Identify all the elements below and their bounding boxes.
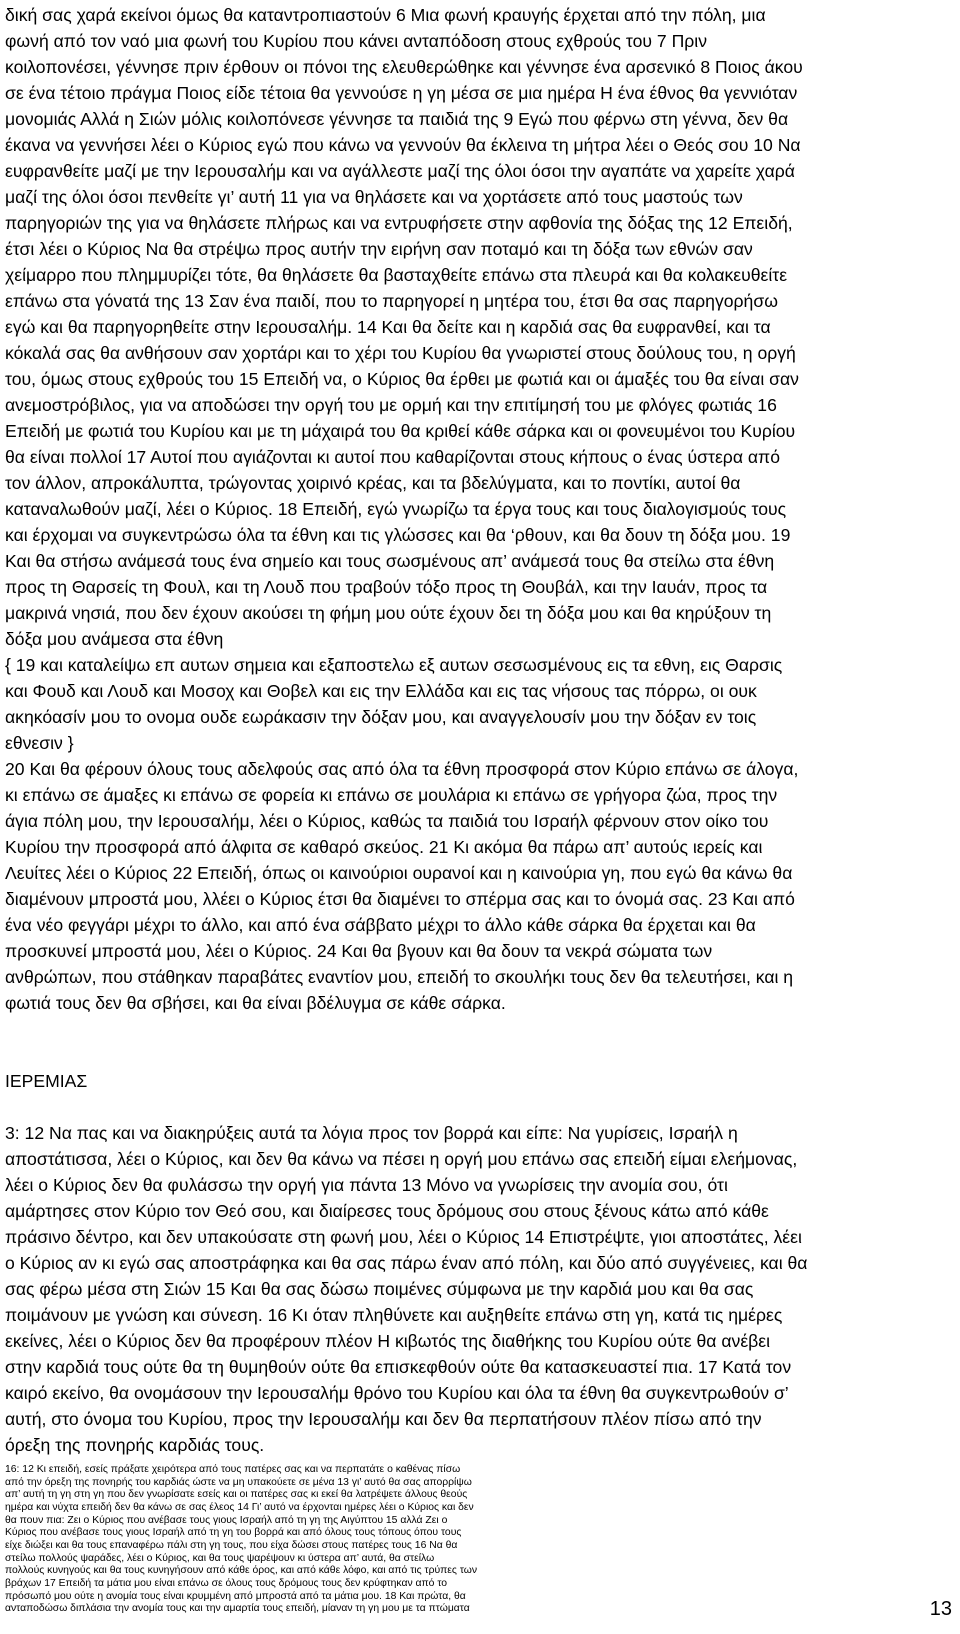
page-number: 13	[929, 1598, 952, 1620]
text-line: εθνεσιν }	[5, 733, 74, 753]
text-line: πρόσωπό μου ούτε η ανομία τους είναι κρυμμένη από μπροστά από τα μάτια μου. 18 Και πρώτα, θα	[5, 1590, 466, 1602]
text-line: διαμένουν μπροστά μου, λλέει ο Κύριος έτσι θα διαμένει το σπέρμα σας και το όνομά σας. 23 Και από	[5, 889, 795, 909]
text-line: δόξα μου ανάμεσα στα έθνη	[5, 629, 224, 649]
text-line: ποιμάνουν με γνώση και σύνεση. 16 Κι όταν πληθύνετε και αυξηθείτε επάνω στη γη, κατά τις ημέρες	[5, 1305, 783, 1325]
text-line: προς τη Θαρσείς τη Φουλ, και τη Λουδ που τραβούν τόξο προς τη Θουβάλ, και την Ιαυάν, προς τα	[5, 577, 768, 597]
text-line: 16: 12 Κι επειδή, εσείς πράξατε χειρότερα από τους πατέρες σας και να περπατάτε ο καθένας πίσω	[5, 1464, 461, 1475]
text-line: εκείνες, λέει ο Κύριος δεν θα προφέρουν πλέον Η κιβωτός της διαθήκης του Κυρίου ούτε θα ανέβει	[5, 1331, 771, 1351]
text-line: μονομιάς Αλλά η Σιών μόλις κοιλοπόνεσε γέννησε τα παιδιά της 9 Εγώ που φέρνω στη γέννα, δεν θα	[5, 109, 789, 129]
text-line: Λευίτες λέει ο Κύριος 22 Επειδή, όπως οι καινούριοι ουρανοί και η καινούρια γη, που εγώ θα κάνω θα	[5, 863, 793, 883]
text-line: κοιλοπονέσει, γέννησε πριν έρθουν οι πόνοι της ελευθερώθηκε και γέννησε ένα αρσενικό 8 Ποιος άκου	[5, 57, 803, 77]
text-line: άγια πόλη μου, την Ιερουσαλήμ, λέει ο Κύριος, καθώς τα παιδιά του Ισραήλ φέρνουν στον οίκο του	[5, 811, 769, 831]
text-line: 3: 12 Να πας και να διακηρύξεις αυτά τα λόγια προς τον βορρά και είπε: Να γυρίσεις, Ισραήλ η	[5, 1123, 738, 1143]
text-line: ημέρα και νύχτα επειδή δεν θα κάνω σε σας έλεος 14 Γι’ αυτό να έρχονται ημέρες λέει ο Κύριος και δεν	[5, 1502, 474, 1513]
text-line: φωνή από τον ναό μια φωνή του Κυρίου που κάνει ανταπόδοση στους εχθρούς του 7 Πριν	[5, 31, 708, 51]
text-line: μακρινά νησιά, που δεν έχουν ακούσει τη φήμη μου ούτε έχουν δει τη δόξα μου και θα κηρύξουν τη	[5, 603, 772, 623]
text-line: βράχων 17 Επειδή τα μάτια μου είναι επάνω σε όλους τους δρόμους τους δεν κρύφτηκαν από το	[5, 1578, 448, 1589]
text-line: εγώ και θα παρηγορηθείτε στην Ιερουσαλήμ. 14 Και θα δείτε και η καρδιά σας θα ευφρανθεί, και τα	[5, 317, 771, 337]
text-line: στείλω πολλούς ψαράδες, λέει ο Κύριος, και θα τους ψαρέψουν κι ύστερα απ’ αυτά, θα στείλω	[5, 1552, 435, 1564]
text-line: αμάρτησες στον Κύριο τον Θεό σου, και διαίρεσες τους δρόμους σου στους ξένους κάτω από κάθε	[5, 1201, 769, 1221]
text-line: θα είναι πολλοί 17 Αυτοί που αγιάζονται κι αυτοί που καθαρίζονται στους κήπους ο ένας ύστερα από	[5, 447, 780, 467]
text-line: ανταποδώσω διπλάσια την ανομία τους και την αμαρτία τους επειδή, μίαναν τη γη μου με τα πτώματα	[5, 1603, 470, 1615]
text-line: Κυρίου την προσφορά από άλφιτα σε καθαρό σκεύος. 21 Κι ακόμα θα πάρω απ’ αυτούς ιερείς και	[5, 837, 763, 857]
text-line: { 19 και καταλείψω επ αυτων σημεια και εξαποστελω εξ αυτων σεσωσμένους εις τα εθνη, εις Θαρσις	[5, 655, 783, 675]
text-line: καιρό εκείνο, θα ονομάσουν την Ιερουσαλήμ θρόνο του Κυρίου και όλα τα έθνη θα συγκεντρωθούν σ’	[5, 1383, 789, 1403]
text-line: ο Κύριος αν κι εγώ σας αποστράφηκα και θα σας πάρω έναν από πόλη, και δύο από συγγένειες, και θα	[5, 1253, 808, 1273]
text-line: και Φουδ και Λουδ και Μοσοχ και Θοβελ και εις την Ελλάδα και εις τας νήσους τας πόρρω, οι ουκ	[5, 681, 757, 701]
text-line: επάνω στα γόνατά της 13 Σαν ένα παιδί, που το παρηγορεί η μητέρα του, έτσι θα σας παρηγορήσω	[5, 291, 778, 311]
text-line: καταναλωθούν μαζί, λέει ο Κύριος. 18 Επειδή, εγώ γνωρίζω τα έργα τους και τους διαλογισμούς τους	[5, 499, 787, 519]
text-line: όρεξη της πονηρής καρδιάς τους.	[5, 1435, 265, 1455]
text-line: είχε διώξει και θα τους επαναφέρω πάλι στη γη τους, που είχα δώσει στους πατέρες τους 16 Να θα	[5, 1540, 458, 1551]
text-line: τον άλλον, απροκάλυπτα, τρώγοντας χοιρινό κρέας, και τα βδελύγματα, και το ποντίκι, αυτοί θα	[5, 473, 741, 493]
text-line: ανεμοστρόβιλος, για να αποδώσει την οργή του με ορμή και την επιτίμησή του με φλόγες φωτιάς 16	[5, 395, 777, 415]
text-line: απ’ αυτή τη γη στη γη που δεν γνωρίσατε εσείς και οι πατέρες σας κι εκεί θα λατρέψετε άλλους θεούς	[5, 1489, 468, 1501]
text-line: και έρχομαι να συγκεντρώσω όλα τα έθνη και τις γλώσσες και θα ‘ρθουν, και θα δουν τη δόξα μου. 19	[5, 525, 791, 545]
text-line: ευφρανθείτε μαζί με την Ιερουσαλήμ και να αγάλλεστε μαζί της όλοι όσοι την αγαπάτε να χαρείτε χαρά	[5, 161, 795, 181]
text-line: έτσι λέει ο Κύριος Να θα στρέψω προς αυτήν την ειρήνη σαν ποταμό και τη δόξα των εθνών σαν	[5, 239, 753, 259]
text-line: αποστάτισσα, λέει ο Κύριος, και δεν θα κάνω να πέσει η οργή μου επάνω σας επειδή είμαι ελεήμονας,	[5, 1149, 798, 1169]
text-line: σε ένα τέτοιο πράγμα Ποιος είδε τέτοια θα γεννούσε η γη μέσα σε μια ημέρα Η ένα έθνος θα γεννιόταν	[5, 83, 798, 103]
text-line: κόκαλά σας θα ανθήσουν σαν χορτάρι και το χέρι του Κυρίου θα γνωριστεί στους δούλους του, η οργή	[5, 343, 796, 363]
text-line: λέει ο Κύριος δεν θα φυλάσσω την οργή για πάντα 13 Μόνο να γνωρίσεις την ανομία σου, ότι	[5, 1175, 728, 1195]
text-line: Επειδή με φωτιά του Κυρίου και με τη μάχαιρά του θα κριθεί κάθε σάρκα και οι φονευμένοι του Κυρίου	[5, 421, 796, 441]
text-line: Κύριος που ανέβασε τους γιους Ισραήλ από τη γη του βορρά και από όλους τους τόπους όπου τους	[5, 1527, 462, 1539]
text-line: ακηκόασίν μου το ονομα ουδε εωράκασιν την δόξαν μου, και αναγγελουσίν μου την δόξαν εν τοις	[5, 707, 757, 727]
text-line: χείμαρρο που πλημμυρίζει τότε, θα θηλάσετε θα βασταχθείτε επάνω στα πλευρά και θα κολακευθείτε	[5, 265, 788, 285]
text-line: 20 Και θα φέρουν όλους τους αδελφούς σας από όλα τα έθνη προσφορά στον Κύριο επάνω σε άλογα,	[5, 759, 799, 779]
section-heading: ΙΕΡΕΜΙΑΣ	[5, 1071, 88, 1091]
text-line: παρηγοριών της για να θηλάσετε πλήρως και να εντρυφήσετε στην αφθονία της δόξας της 12 Επειδή,	[5, 213, 793, 233]
text-line: φωτιά τους δεν θα σβήσει, και θα είναι βδέλυγμα σε κάθε σάρκα.	[5, 993, 506, 1013]
text-line: ένα νέο φεγγάρι μέχρι το άλλο, και από ένα σάββατο μέχρι το άλλο κάθε σάρκα θα έρχεται και θα	[5, 915, 756, 935]
text-line: προσκυνεί μπροστά μου, λέει ο Κύριος. 24 Και θα βγουν και θα δουν τα νεκρά σώματα των	[5, 941, 713, 961]
text-line: πράσινο δέντρο, και δεν υπακούσατε στη φωνή μου, λέει ο Κύριος 14 Επιστρέψτε, γιοι αποστάτες, λέει	[5, 1227, 802, 1247]
text-line: μαζί της όλοι όσοι πενθείτε γι’ αυτή 11 για να θηλάσετε και να χορτάσετε από τους μαστούς των	[5, 187, 743, 207]
text-line: στην καρδιά τους ούτε θα τη θυμηθούν ούτε θα επισκεφθούν ούτε θα κατασκευαστεί πια. 17 Κατά τον	[5, 1357, 792, 1377]
text-line: αυτή, στο όνομα του Κυρίου, προς την Ιερουσαλήμ και δεν θα περπατήσουν πλέον πίσω από την	[5, 1409, 762, 1429]
text-line: Και θα στήσω ανάμεσά τους ένα σημείο και τους σωσμένους απ’ ανάμεσά τους θα στείλω στα έθνη	[5, 551, 775, 571]
text-line: ανθρώπων, που στάθηκαν παραβάτες εναντίον μου, επειδή το σκουλήκι τους δεν θα τελευτήσει, και η	[5, 967, 794, 987]
text-line: δική σας χαρά εκείνοι όμως θα καταντροπιαστούν 6 Μια φωνή κραυγής έρχεται από την πόλη, μια	[5, 5, 766, 25]
text-line: από την όρεξη της πονηρής του καρδιάς ώστε να μη υπακούετε σε μένα 13 γι’ αυτό θα σας απορρίψω	[5, 1476, 472, 1488]
text-line: έκανα να γεννήσει λέει ο Κύριος εγώ που κάνω να γεννούν θα έκλεινα τη μήτρα λέει ο Θεός σου 10 Να	[5, 135, 801, 155]
text-line: κι επάνω σε άμαξες κι επάνω σε φορεία κι επάνω σε μουλάρια κι επάνω σε γρήγορα ζώα, προς την	[5, 785, 778, 805]
text-line: πολλούς κυνηγούς και θα τους κυνηγήσουν από κάθε όρος, και από κάθε λόφο, και από τις τρύπες των	[5, 1565, 478, 1577]
text-line: του, όμως στους εχθρούς του 15 Επειδή να, ο Κύριος θα έρθει με φωτιά και οι άμαξές του θα είναι σαν	[5, 369, 799, 389]
text-line: σας φέρω μέσα στη Σιών 15 Και θα σας δώσω ποιμένες σύμφωνα με την καρδιά μου και θα σας	[5, 1279, 754, 1299]
text-line: θα πουν πια: Ζει ο Κύριος που ανέβασε τους γιους Ισραήλ από τη γη της Αιγύπτου 15 αλλά Ζει ο	[5, 1514, 448, 1526]
